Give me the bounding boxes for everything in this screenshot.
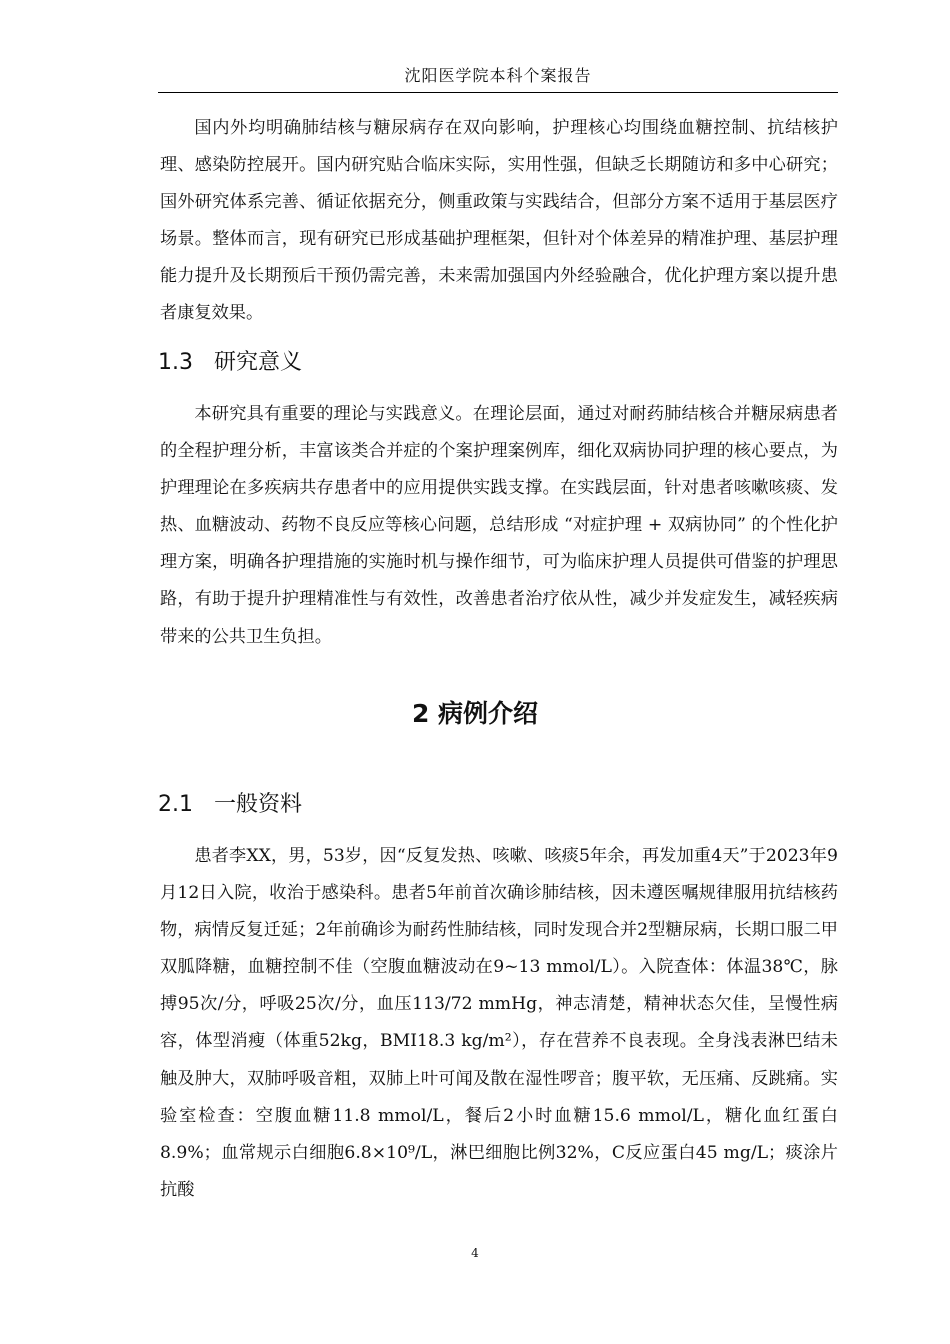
page-header: 沈阳医学院本科个案报告 bbox=[158, 58, 838, 93]
section-title: 研究意义 bbox=[214, 350, 303, 375]
paragraph: 国内外均明确肺结核与糖尿病存在双向影响，护理核心均围绕血糖控制、抗结核护理、感染防控展开。国内研究贴合临床实际，实用性强，但缺乏长期随访和多中心研究；国外研究体系完善、循证依据充分，侧重政策与实践结合，但部分方案不适用于基层医疗场景。整体而言，现有研究已形成基础护理框架，但针对个体差异的精准护理、基层护理能力提升及长期预后干预仍需完善，未来需加强国内外经验融合，优化护理方案以提升患者康复效果。 bbox=[160, 118, 838, 324]
chapter-heading: 2 病例介绍 bbox=[411, 699, 539, 728]
section-number: 1.3 bbox=[158, 350, 193, 375]
section-heading-1-3 bbox=[158, 348, 302, 378]
paragraph: 患者李XX，男，53岁，因“反复发热、咳嗽、咳痰5年余，再发加重4天”于2023年9月12日入院，收治于感染科。患者5年前首次确诊肺结核，因未遵医嘱规律服用抗结核药物，病情反复迁延；2年前确诊为耐药性肺结核，同时发现合并2型糖尿病，长期口服二甲双胍降糖，血糖控制不佳（空腹血糖波动在9~13 mmol/L）。入院查体：体温38℃，脉搏95次/分，呼吸25次/分，血压113/72 mmHg，神志清楚，精神状态欠佳，呈慢性病容，体型消瘦（体重52kg，BMI18.3 kg/m²），存在营养不良表现。全身浅表淋巴结未触及肿大，双肺呼吸音粗，双肺上叶可闻及散在湿性啰音；腹平软，无压痛、反跳痛。实验室检查：空腹血糖11.8 mmol/L，餐后2小时血糖15.6 mmol/L，糖化血红蛋白8.9%；血常规示白细胞6.8×10⁹/L，淋巴细胞比例32%，C反应蛋白45 mg/L；痰涂片抗酸 bbox=[160, 846, 838, 1200]
section-2-1-body bbox=[160, 838, 838, 1209]
section-title: 一般资料 bbox=[214, 792, 303, 817]
section-number: 2.1 bbox=[158, 792, 193, 817]
section-heading-2-1 bbox=[158, 790, 302, 820]
section-1-2-body bbox=[160, 110, 838, 333]
paragraph: 本研究具有重要的理论与实践意义。在理论层面，通过对耐药肺结核合并糖尿病患者的全程护理分析，丰富该类合并症的个案护理案例库，细化双病协同护理的核心要点，为护理理论在多疾病共存患者中的应用提供实践支撑。在实践层面，针对患者咳嗽咳痰、发热、血糖波动、药物不良反应等核心问题，总结形成 “对症护理 + 双病协同” 的个性化护理方案，明确各护理措施的实施时机与操作细节，可为临床护理人员提供可借鉴的护理思路，有助于提升护理精准性与有效性，改善患者治疗依从性，减少并发症发生，减轻疾病带来的公共卫生负担。 bbox=[160, 404, 838, 647]
page-number: 4 bbox=[471, 1246, 479, 1260]
section-1-3-body bbox=[160, 396, 838, 656]
